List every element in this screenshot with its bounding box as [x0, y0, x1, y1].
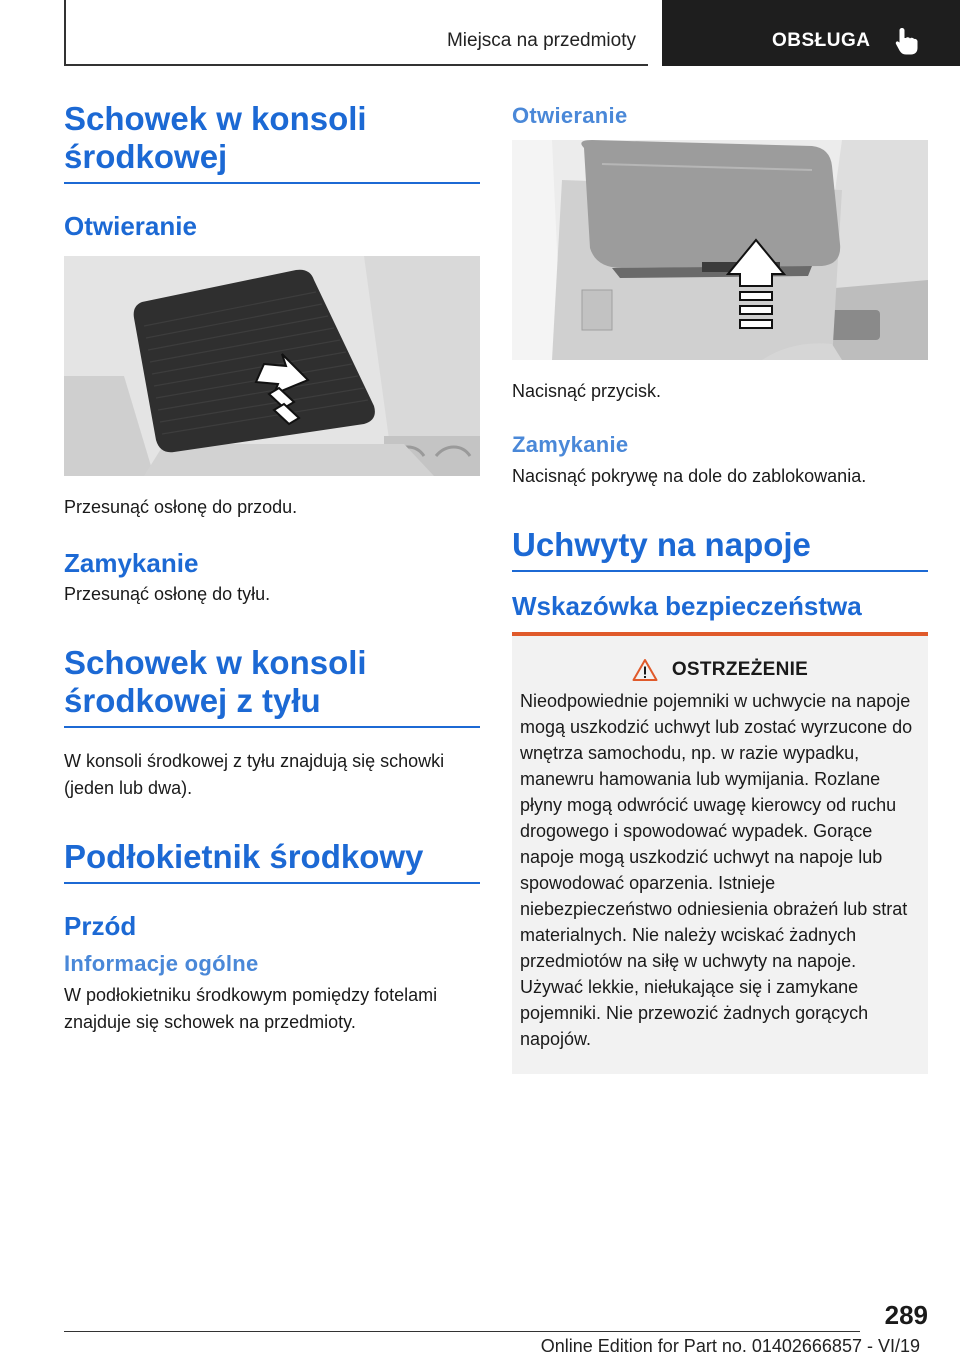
page-number: 289	[884, 1300, 928, 1330]
heading-center-armrest: Podłokietnik środkowy	[64, 838, 480, 884]
heading-armrest-closing: Zamykanie	[512, 432, 629, 457]
header-chapter-tab[interactable]	[662, 0, 960, 66]
text-press-button: Nacisnąć przycisk.	[512, 381, 662, 401]
heading-cup-holders: Uchwyty na napoje	[512, 526, 928, 572]
text-press-cover: Nacisnąć pokrywę na dole do zablokowania.	[512, 466, 867, 486]
warning-box	[512, 632, 928, 1074]
warning-triangle-icon	[632, 658, 658, 682]
text-slide-forward: Przesunąć osłonę do przodu.	[64, 497, 298, 517]
pointing-hand-icon	[894, 26, 920, 56]
heading-rear-console-storage: Schowek w konsoli środkowej z tyłu	[64, 644, 480, 728]
footer-edition: Online Edition for Part no. 01402666857 - VI/19	[540, 1336, 920, 1356]
text-slide-back: Przesunąć osłonę do tyłu.	[64, 584, 271, 604]
header-chapter-label: OBSŁUGA	[772, 30, 871, 51]
footer-rule	[64, 1331, 860, 1332]
heading-general-info: Informacje ogólne	[64, 951, 259, 976]
right-column	[512, 100, 928, 1074]
heading-console-storage: Schowek w konsoli środkowej	[64, 100, 480, 184]
header-section-title: Miejsca na przedmioty	[446, 30, 636, 51]
heading-armrest-opening: Otwieranie	[512, 103, 628, 128]
text-rear-console-info: W konsoli środkowej z tyłu znajdują się schowki (jeden lub dwa).	[64, 751, 445, 798]
console-cover-photo	[64, 256, 480, 476]
heading-opening: Otwieranie	[64, 211, 197, 241]
heading-front: Przód	[64, 911, 137, 941]
text-armrest-general: W podłokietniku środkowym pomiędzy fotelami znajduje się schowek na przedmioty.	[64, 985, 438, 1032]
header-rule-bottom	[64, 64, 648, 66]
armrest-photo	[512, 140, 928, 360]
left-column	[64, 100, 480, 1036]
heading-closing: Zamykanie	[64, 548, 199, 578]
warning-title: OSTRZEŻENIE	[671, 659, 809, 680]
warning-text: Nieodpowiednie pojemniki w uchwycie na napoje mogą uszkodzić uchwyt lub zostać wyrzucone do wnętrza samochodu, np. w razie wypadku, manewru hamowania lub wymijania. Rozlane płyny mogą odwrócić uwagę kierowcy od ruchu drogowego i spowodować wypadek. Gorące napoje mogą uszkodzić uchwyt na napoje lub spowodować oparzenia. Istnieje niebezpieczeństwo odniesienia obrażeń lub strat materialnych. Nie należy wciskać żadnych przedmiotów na siłę w uchwyty na napoje. Używać lekkie, niełukające się i zamykane pojemniki. Nie przewozić żadnych gorących napojów.	[520, 691, 913, 1049]
warning-header	[520, 658, 920, 682]
heading-safety-note: Wskazówka bezpieczeństwa	[512, 591, 862, 621]
